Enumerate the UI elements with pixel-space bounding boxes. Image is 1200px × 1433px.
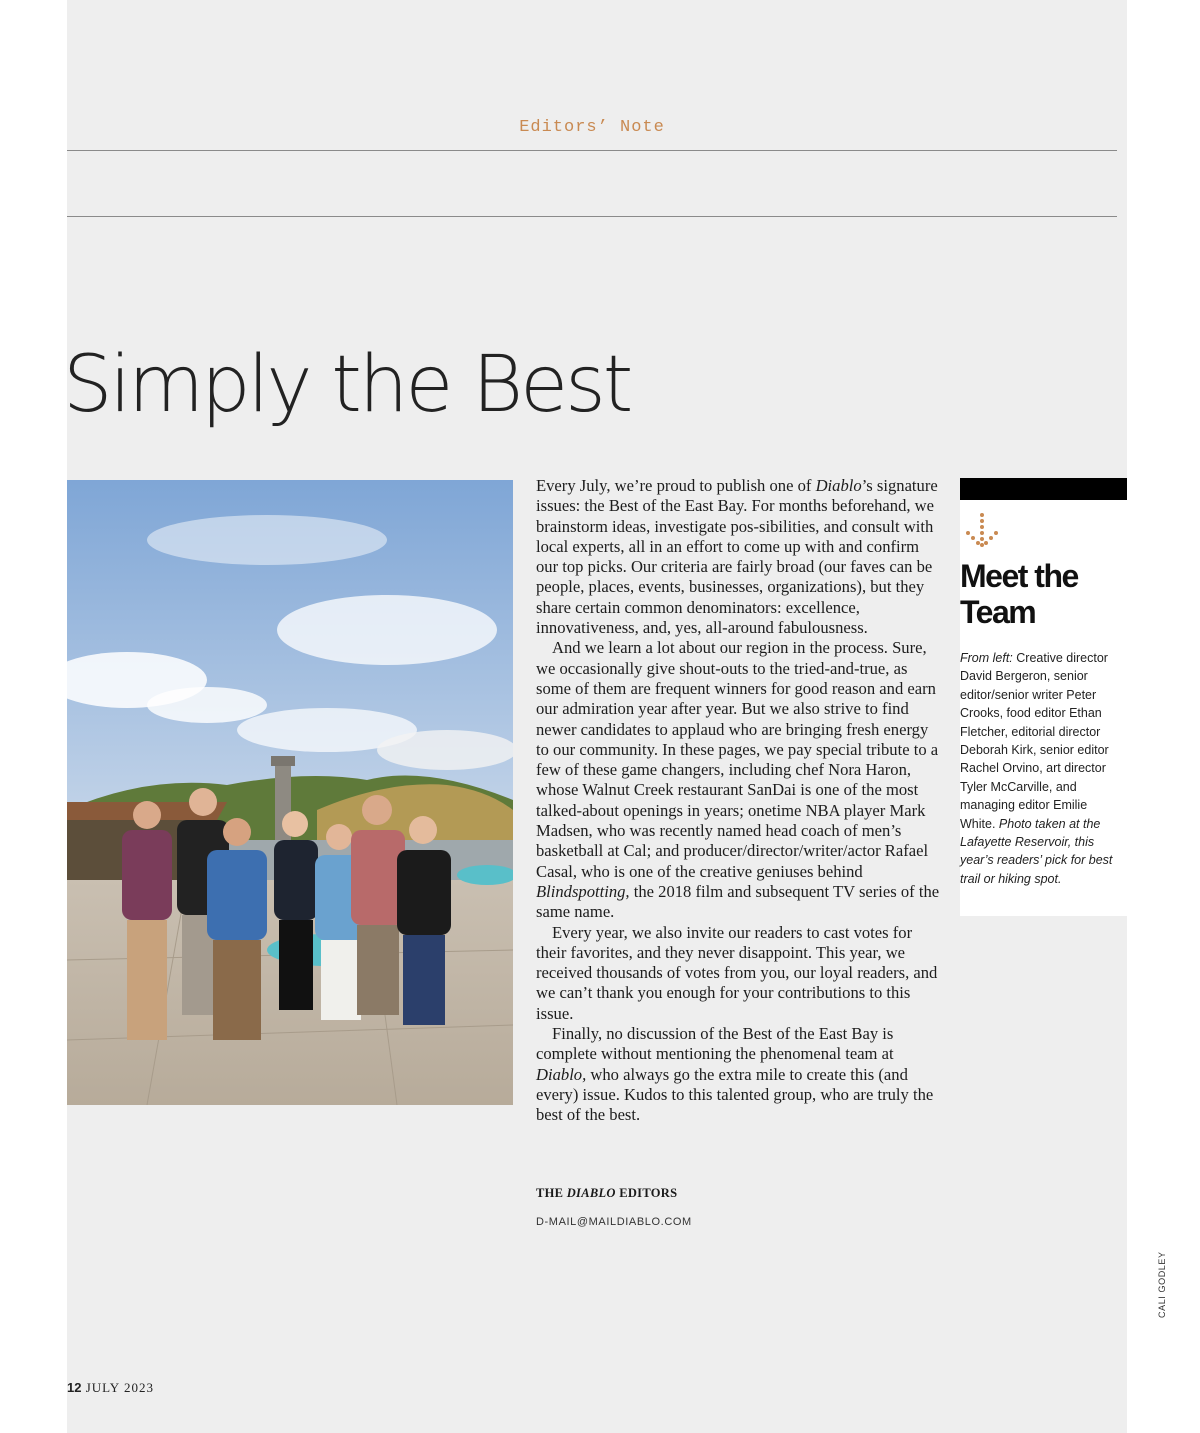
paragraph-2: And we learn a lot about our region in the process. Sure, we occasionally give shout-outs to the tried-and-true, as some of them are frequent winners for good reason and earn our admiration year after year. But we also strive to find newer candidates to applaud who are bringing fresh energy to our community. In these pages, we pay special tribute to a few of these game changers, including chef Nora Haron, whose Walnut Creek restaurant SanDai is one of the most talked-about openings in years; onetime NBA player Mark Madsen, who was recently named head coach of men’s basketball at Cal; and producer/director/writer/actor Rafael Casal, who is one of the creative geniuses behind Blindspotting, the 2018 film and subsequent TV series of the same name. xyxy=(536,638,940,922)
bottom-rule xyxy=(67,216,1117,217)
team-photo xyxy=(67,480,513,1105)
folio xyxy=(67,1380,154,1396)
body-copy xyxy=(536,476,940,1126)
arrow-down-icon xyxy=(964,512,1000,552)
photo-credit: CALI GODLEY xyxy=(1157,1251,1167,1318)
top-rule xyxy=(67,150,1117,151)
paragraph-3: Every year, we also invite our readers to cast votes for their favorites, and they never disappoint. This year, we received thousands of votes from you, our loyal readers, and we can’t thank you enough for your contributions to this issue. xyxy=(536,922,938,1023)
issue-date: JULY 2023 xyxy=(85,1380,154,1395)
section-label: Editors’ Note xyxy=(519,118,665,137)
photo-caption: From left: Creative director David Bergeron, senior editor/senior writer Peter Crooks, food editor Ethan Fletcher, editorial director Deborah Kirk, senior editor Rachel Orvino, art director Tyler McCarville, and managing editor Emilie White. Photo taken at the Lafayette Reservoir, this year’s readers’ pick for best trail or hiking spot. xyxy=(960,651,1113,886)
meet-the-team-sidebar xyxy=(960,478,1127,916)
sidebar-title: Meet the Team xyxy=(960,558,1078,630)
email-address: D-MAIL@MAILDIABLO.COM xyxy=(536,1216,692,1228)
headline: Simply the Best xyxy=(63,340,631,430)
page-number: 12 xyxy=(67,1380,82,1395)
magazine-page xyxy=(63,0,1127,1433)
signature: THE DIABLO EDITORS xyxy=(536,1186,678,1200)
paragraph-1: Every July, we’re proud to publish one of Diablo’s signature issues: the Best of the East Bay. For months beforehand, we brainstorm ideas, investigate pos-sibilities, and consult with local experts, all in an effort to come up with and confirm our top picks. Our criteria are fairly broad (our faves can be people, places, events, businesses, organizations), but they share certain common denominators: excellence, innovativeness, and, yes, all-around fabulousness. xyxy=(536,476,938,638)
paragraph-4: Finally, no discussion of the Best of the East Bay is complete without mentioning the phenomenal team at Diablo, who always go the extra mile to create this (and every) issue. Kudos to this talented group, who are truly the best of the best. xyxy=(536,1024,934,1125)
sidebar-header-bar xyxy=(960,478,1127,500)
